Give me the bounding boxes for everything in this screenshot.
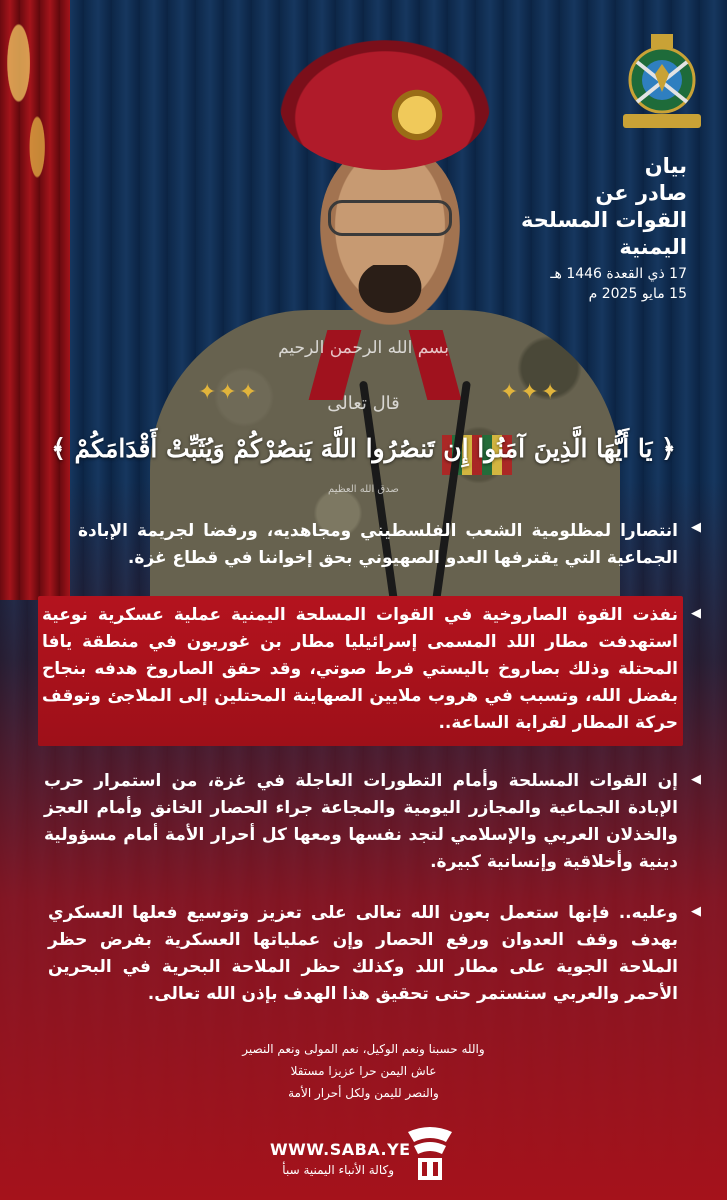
quran-intro: قال تعالى bbox=[327, 393, 400, 414]
officer-photo bbox=[150, 40, 620, 600]
red-beret bbox=[280, 40, 490, 170]
quran-closing: صدق الله العظيم bbox=[328, 484, 399, 495]
header-line-statement: بيان bbox=[644, 154, 687, 178]
bullet-arrow-icon: ◀ bbox=[691, 520, 701, 535]
bullet-arrow-icon: ◀ bbox=[691, 606, 701, 621]
curtain-gold-ornament bbox=[0, 0, 62, 210]
quran-verse: ﴿ يَا أَيُّهَا الَّذِينَ آمَنُوا إِن تَنصُرُوا اللَّهَ يَنصُرْكُمْ وَيُثَبِّتْ أَقْدَامَكُمْ ﴾ bbox=[51, 434, 676, 463]
armed-forces-emblem-icon bbox=[617, 32, 707, 132]
saba-agency-name: وكالة الأنباء اليمنية سبأ bbox=[282, 1163, 394, 1177]
closing-line-1: والله حسبنا ونعم الوكيل، نعم المولى ونعم النصير bbox=[242, 1042, 485, 1056]
date-gregorian: 15 مايو 2025 م bbox=[588, 286, 687, 302]
header-line-issued-by: صادر عن bbox=[595, 181, 687, 205]
header-line-yemeni: اليمنية bbox=[619, 235, 687, 259]
closing-line-3: والنصر لليمن ولكل أحرار الأمة bbox=[288, 1086, 439, 1100]
statement-paragraph-3: إن القوات المسلحة وأمام التطورات العاجلة في غزة، من استمرار حرب الإبادة الجماعية والمجازر اليومية والمجاعة جراء الحصار الخانق وأمام العجز والخذلان العربي والإسلامي لتجد نفسها ومعها كل أحرار الأمة أمام مسؤولية دينية وأخلاقية وإنسانية كبيرة. bbox=[44, 771, 678, 872]
beret-badge-icon bbox=[388, 85, 446, 145]
bullet-arrow-icon: ◀ bbox=[691, 772, 701, 787]
basmala: بسم الله الرحمن الرحيم bbox=[278, 338, 449, 358]
closing-line-2: عاش اليمن حرا عزيزا مستقلا bbox=[290, 1064, 437, 1078]
date-hijri: 17 ذي القعدة 1446 هـ bbox=[550, 266, 687, 282]
header-line-armed-forces: القوات المسلحة bbox=[521, 208, 687, 232]
statement-paragraph-2: نفذت القوة الصاروخية في القوات المسلحة اليمنية عملية عسكرية نوعية استهدفت مطار اللد المسمى إسرائيليا مطار بن غوريون في منطقة يافا المحتلة وذلك بصاروخ باليستي فرط صوتي، وقد حقق الصاروخ هدفه بنجاح بفضل الله، وتسبب في هروب ملايين الصهاينة المحتلين إلى الملاجئ وتوقف حركة المطار لقرابة الساعة.. bbox=[42, 605, 678, 733]
saba-website: WWW.SABA.YE bbox=[270, 1140, 411, 1159]
rank-stars-left: ✦✦✦ bbox=[198, 380, 260, 405]
rank-stars-right: ✦✦✦ bbox=[500, 380, 562, 405]
statement-paragraph-1: انتصارا لمظلومية الشعب الفلسطيني ومجاهديه، ورفضا لجريمة الإبادة الجماعية التي يقترفها العدو الصهيوني بحق إخواننا في قطاع غزة. bbox=[78, 521, 678, 568]
beard bbox=[350, 265, 430, 320]
red-curtain bbox=[0, 0, 70, 600]
statement-paragraph-4: وعليه.. فإنها ستعمل بعون الله تعالى على تعزيز وتوسيع فعلها العسكري بهدف وقف العدوان ورفع الحصار وإن عملياتها العسكرية بفرض حظر الملاحة الجوية على مطار اللد وكذلك حظر الملاحة البحرية في البحرين الأحمر والعربي ستستمر حتى تحقيق هذا الهدف بإذن الله تعالى. bbox=[48, 903, 678, 1004]
glasses bbox=[328, 200, 452, 236]
bullet-arrow-icon: ◀ bbox=[691, 904, 701, 919]
